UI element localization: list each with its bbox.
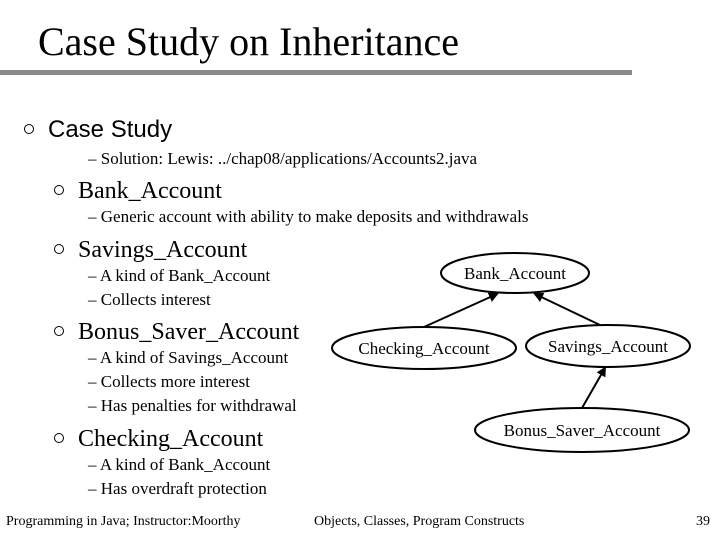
checking-account-label: Checking_Account bbox=[358, 339, 490, 358]
dash: – bbox=[88, 396, 97, 415]
dash: – bbox=[88, 207, 97, 226]
bullet-text: Bank_Account bbox=[78, 178, 222, 204]
slide-title: Case Study on Inheritance bbox=[38, 19, 459, 64]
footer-course: Programming in Java; Instructor:Moorthy bbox=[6, 514, 241, 529]
dash: – bbox=[88, 372, 97, 391]
sub-bullet-text: Has penalties for withdrawal bbox=[100, 396, 297, 415]
page-number: 39 bbox=[696, 514, 710, 529]
bullet-text: Bonus_Saver_Account bbox=[78, 319, 300, 345]
bank-account-label: Bank_Account bbox=[464, 264, 566, 283]
sub-bullet-text: Collects more interest bbox=[100, 372, 250, 391]
dash: – bbox=[88, 455, 97, 474]
dash: – bbox=[88, 149, 97, 168]
dash: – bbox=[88, 348, 97, 367]
dash: – bbox=[88, 290, 97, 309]
footer-topic: Objects, Classes, Program Constructs bbox=[314, 514, 525, 529]
sub-bullet-text: A kind of Savings_Account bbox=[99, 348, 289, 367]
sub-bullet-text: A kind of Bank_Account bbox=[99, 455, 271, 474]
bullet-text: Case Study bbox=[48, 116, 173, 143]
bullet-text: Checking_Account bbox=[78, 426, 264, 452]
sub-bullet-text: Solution: Lewis: ../chap08/applications/Accounts2.java bbox=[100, 149, 478, 168]
sub-bullet-text: Generic account with ability to make deposits and withdrawals bbox=[100, 207, 529, 226]
dash: – bbox=[88, 479, 97, 498]
sub-bullet-text: A kind of Bank_Account bbox=[99, 266, 271, 285]
bullet-text: Savings_Account bbox=[78, 237, 248, 263]
savings-account-label: Savings_Account bbox=[548, 337, 668, 356]
sub-bullet-text: Collects interest bbox=[100, 290, 211, 309]
arrow-checking-to-bank bbox=[424, 294, 497, 327]
bonus-saver-account-label: Bonus_Saver_Account bbox=[503, 421, 661, 440]
dash: – bbox=[88, 266, 97, 285]
sub-bullet-text: Has overdraft protection bbox=[100, 479, 267, 498]
arrow-bonus-to-savings bbox=[582, 368, 605, 408]
arrow-savings-to-bank bbox=[535, 294, 600, 325]
